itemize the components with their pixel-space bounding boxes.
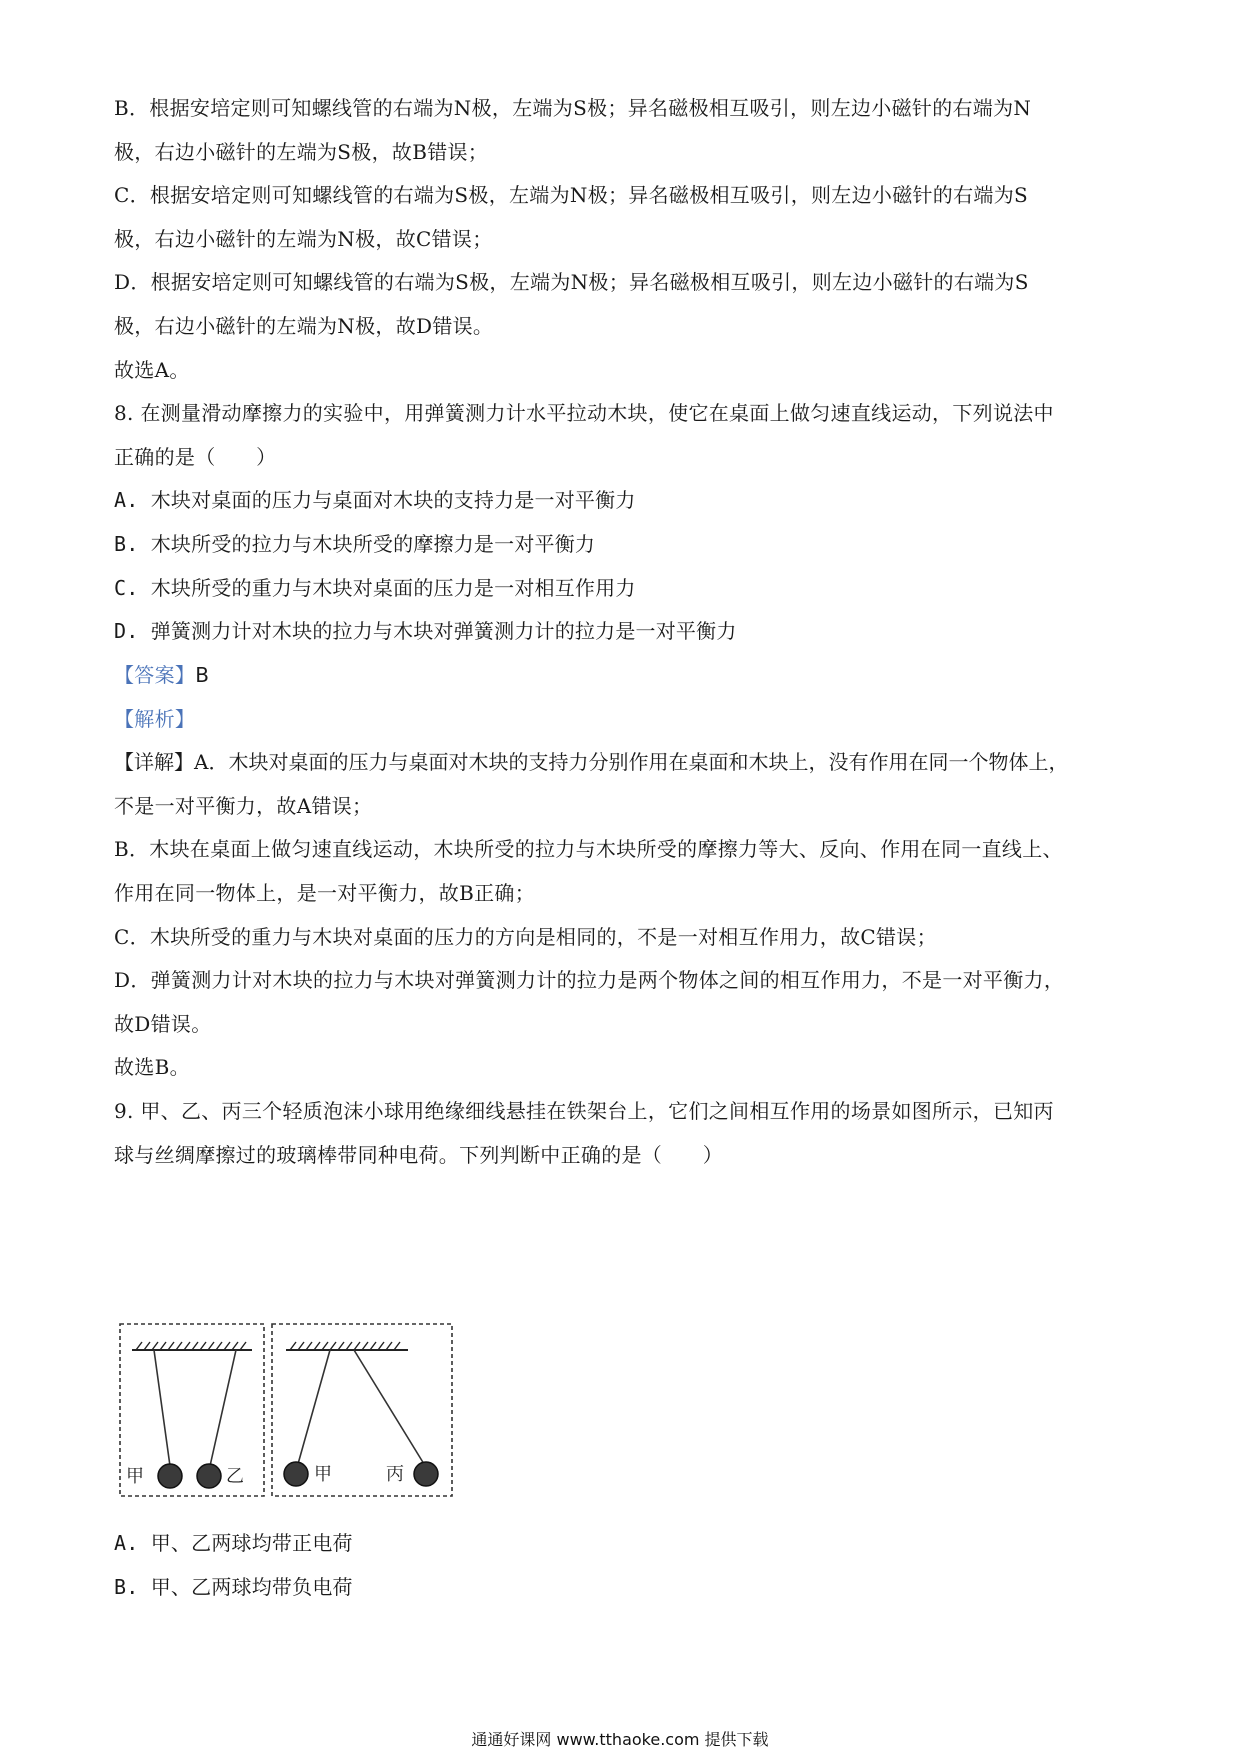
question8-option-b: B. 木块所受的拉力与木块所受的摩擦力是一对平衡力 [114,532,596,556]
question8-option-a: A. 木块对桌面的压力与桌面对木块的支持力是一对平衡力 [114,488,636,512]
question8-detail-d-line2: 故D错误。 [114,1012,212,1036]
detail-a-text: A．木块对桌面的压力与桌面对木块的支持力分别作用在桌面和木块上，没有作用在同一个物体上， [194,750,1069,774]
ball-yi [197,1464,221,1488]
left-thread-yi [210,1350,236,1466]
question8-detail-b-line1: B．木块在桌面上做匀速直线运动，木块所受的拉力与木块所受的摩擦力等大、反向、作用在同一直线上、 [114,837,1063,861]
right-thread-bing [354,1350,424,1464]
question9-stem-line1: 9. 甲、乙、丙三个轻质泡沫小球用绝缘细线悬挂在铁架台上，它们之间相互作用的场景如图所示，已知丙 [114,1099,1054,1123]
prev-explanation-c-line1: C．根据安培定则可知螺线管的右端为S极，左端为N极；异名磁极相互吸引，则左边小磁针的右端为S [114,183,1029,207]
figure-left-panel [120,1324,264,1496]
answer-value: B [195,663,210,687]
prev-conclusion: 故选A。 [114,358,190,382]
page-footer: 通通好课网 www.tthaoke.com 提供下载 [471,1730,769,1749]
pendulum-figure [118,1322,454,1500]
prev-explanation-b-line2: 极，右边小磁针的左端为S极，故B错误； [114,140,489,164]
answer-tag: 【答案】 [114,663,196,687]
label-yi: 乙 [226,1466,244,1487]
left-thread-jia [154,1350,170,1466]
question8-option-d: D. 弹簧测力计对木块的拉力与木块对弹簧测力计的拉力是一对平衡力 [114,619,737,643]
analysis-tag: 【解析】 [114,707,196,731]
label-jia-right: 甲 [314,1464,332,1485]
question8-detail-d-line1: D．弹簧测力计对木块的拉力与木块对弹簧测力计的拉力是两个物体之间的相互作用力，不是一对平衡力， [114,968,1065,992]
question9-option-b: B. 甲、乙两球均带负电荷 [114,1575,353,1599]
detail-tag: 【详解】 [114,750,194,774]
prev-explanation-c-line2: 极，右边小磁针的左端为N极，故C错误； [114,227,493,251]
ball-jia-right [284,1462,308,1486]
right-thread-jia [298,1350,330,1464]
question8-stem-line2: 正确的是（ ） [114,445,277,469]
prev-explanation-d-line1: D．根据安培定则可知螺线管的右端为S极，左端为N极；异名磁极相互吸引，则左边小磁针的右端为S [114,270,1029,294]
question8-analysis-tag [114,706,195,732]
question8-detail-a-line2: 不是一对平衡力，故A错误； [114,794,373,818]
label-jia-left: 甲 [126,1466,144,1487]
question8-detail-b-line2: 作用在同一物体上，是一对平衡力，故B正确； [114,881,535,905]
question8-answer [114,662,209,688]
right-support-hatching [290,1342,400,1350]
figure-right-panel [272,1324,452,1496]
ball-jia-left [158,1464,182,1488]
prev-explanation-b-line1: B．根据安培定则可知螺线管的右端为N极，左端为S极；异名磁极相互吸引，则左边小磁针的右端为N [114,96,1032,120]
question8-detail-a-line1 [114,749,1068,775]
left-support-hatching [136,1342,246,1350]
question8-detail-c-line1: C．木块所受的重力与木块对桌面的压力的方向是相同的，不是一对相互作用力，故C错误； [114,925,937,949]
label-bing: 丙 [386,1464,404,1485]
question8-stem-line1: 8. 在测量滑动摩擦力的实验中，用弹簧测力计水平拉动木块，使它在桌面上做匀速直线运动，下列说法中 [114,401,1054,425]
prev-explanation-d-line2: 极，右边小磁针的左端为N极，故D错误。 [114,314,494,338]
ball-bing [414,1462,438,1486]
question8-option-c: C. 木块所受的重力与木块对桌面的压力是一对相互作用力 [114,576,636,600]
question8-conclusion: 故选B。 [114,1055,190,1079]
question9-option-a: A. 甲、乙两球均带正电荷 [114,1531,353,1555]
question9-stem-line2: 球与丝绸摩擦过的玻璃棒带同种电荷。下列判断中正确的是（ ） [114,1143,723,1167]
